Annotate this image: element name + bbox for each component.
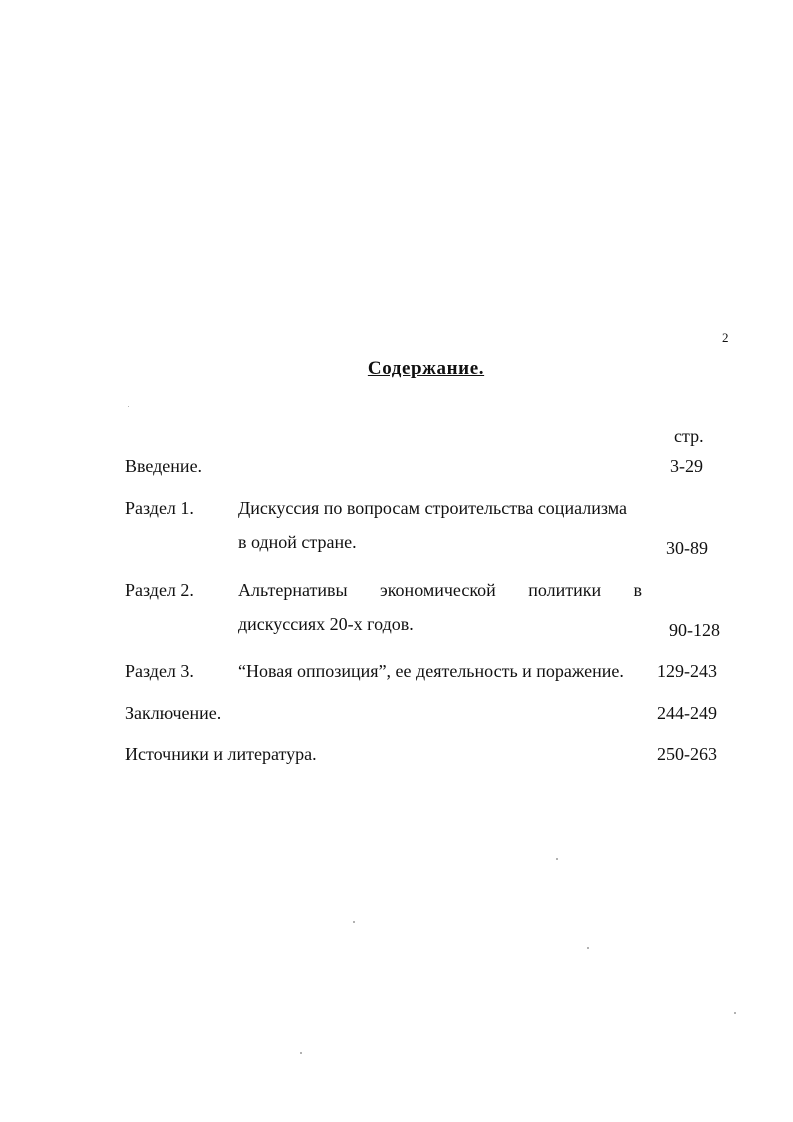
page-title: Содержание. xyxy=(367,358,485,379)
toc-entry-section-2-pages: 90-128 xyxy=(669,620,720,640)
scan-speck xyxy=(300,1052,302,1054)
toc-entry-section-2-title-line-1 xyxy=(238,573,642,607)
scan-speck xyxy=(734,1012,736,1014)
pages-column-header: стр. xyxy=(674,426,704,446)
page-number: 2 xyxy=(722,330,729,345)
toc-entry-introduction-label: Введение. xyxy=(125,456,203,476)
toc-entry-section-2-word-2: экономической xyxy=(380,580,496,600)
toc-entry-conclusion-pages: 244-249 xyxy=(657,703,717,723)
toc-entry-section-2-label: Раздел 2. xyxy=(125,580,194,600)
scan-speck xyxy=(353,921,355,923)
scan-speck xyxy=(587,947,589,949)
toc-entry-section-1-label: Раздел 1. xyxy=(125,498,194,518)
toc-entry-section-1-title xyxy=(238,491,642,559)
toc-entry-section-1-pages: 30-89 xyxy=(666,538,708,558)
toc-entry-section-2-title-line-2: дискуссиях 20-х годов. xyxy=(238,614,414,634)
toc-entry-section-1-title-line-2: в одной стране. xyxy=(238,532,357,552)
toc-entry-section-3-pages: 129-243 xyxy=(657,661,717,681)
toc-entry-section-3-label: Раздел 3. xyxy=(125,661,194,681)
toc-entry-sources-pages: 250-263 xyxy=(657,744,717,764)
toc-entry-conclusion-label: Заключение. xyxy=(125,703,222,723)
toc-entry-introduction-pages: 3-29 xyxy=(670,456,703,476)
toc-entry-section-1-title-line-1: Дискуссия по вопросам строительства социализма xyxy=(238,498,627,518)
toc-entry-section-2-word-3: политики xyxy=(528,580,602,600)
toc-entry-section-3-title-line-1: “Новая оппозиция”, ее деятельность и поражение. xyxy=(238,661,624,681)
toc-entry-section-3-title xyxy=(238,654,658,688)
scan-speck xyxy=(128,406,129,407)
toc-entry-section-2-word-1: Альтернативы xyxy=(238,580,348,600)
scan-speck xyxy=(556,858,558,860)
toc-entry-section-2-word-4: в xyxy=(633,580,642,600)
toc-entry-section-2-title xyxy=(238,573,642,641)
toc-entry-sources-label: Источники и литература. xyxy=(125,744,317,764)
